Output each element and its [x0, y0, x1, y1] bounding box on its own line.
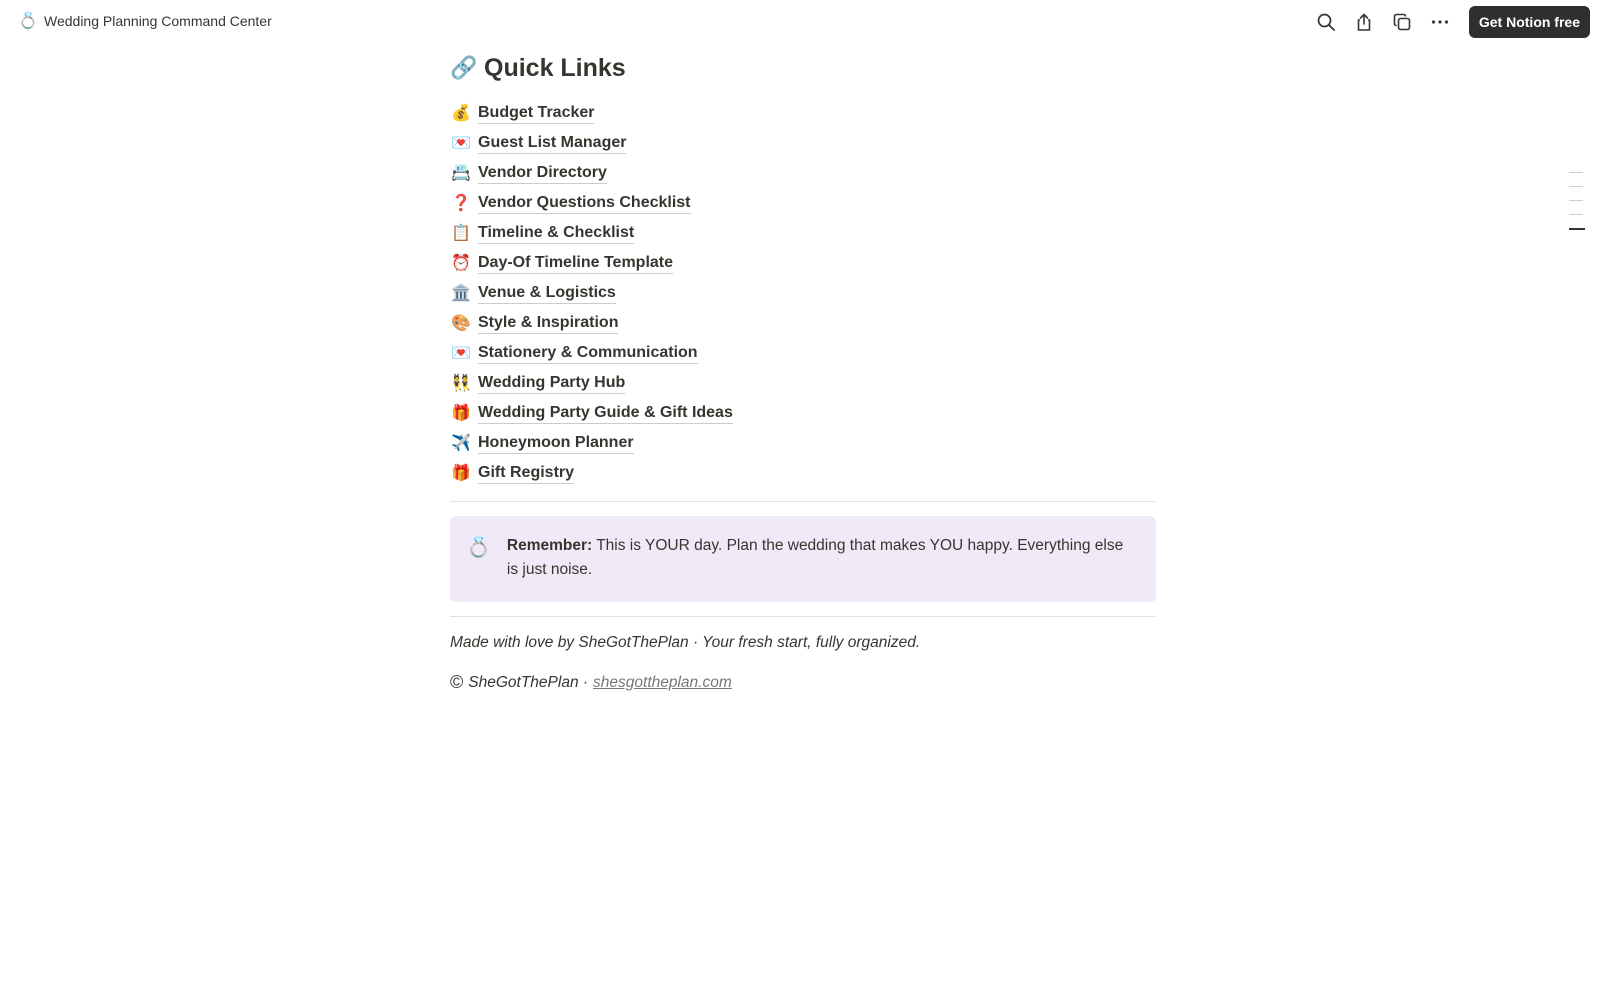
breadcrumb[interactable] — [18, 11, 272, 31]
search-button[interactable] — [1309, 6, 1343, 38]
get-notion-free-button[interactable]: Get Notion free — [1469, 6, 1590, 38]
quick-link-gift-registry[interactable] — [450, 458, 1156, 488]
link-label[interactable]: Style & Inspiration — [478, 313, 618, 334]
gift-icon: 🎁 — [451, 465, 471, 482]
footer-copyright — [450, 672, 1156, 693]
link-label[interactable]: Gift Registry — [478, 463, 574, 484]
footer-tagline: Made with love by SheGotThePlan · Your fresh start, fully organized. — [450, 634, 921, 651]
link-label[interactable]: Wedding Party Hub — [478, 373, 625, 394]
love-letter-icon: 💌 — [451, 135, 471, 152]
link-label[interactable]: Stationery & Communication — [478, 343, 698, 364]
section-heading — [450, 48, 1156, 88]
footer-brand: SheGotThePlan · — [468, 673, 589, 691]
quick-link-vendor-questions-checklist[interactable] — [450, 188, 1156, 218]
page-content — [450, 44, 1156, 693]
section-title: Quick Links — [484, 53, 626, 82]
quick-link-timeline-checklist[interactable] — [450, 218, 1156, 248]
duplicate-button[interactable] — [1385, 6, 1419, 38]
quick-link-honeymoon-planner[interactable] — [450, 428, 1156, 458]
clipboard-icon: 📋 — [451, 225, 471, 242]
table-of-contents-minimap[interactable] — [1569, 172, 1585, 243]
link-label[interactable]: Vendor Questions Checklist — [478, 193, 691, 214]
divider — [450, 501, 1156, 502]
quick-links-list — [450, 98, 1156, 488]
classical-building-icon: 🏛️ — [451, 285, 471, 302]
money-bag-icon: 💰 — [451, 105, 471, 122]
people-icon: 👯 — [451, 375, 471, 392]
toc-line[interactable] — [1569, 186, 1583, 187]
quick-link-vendor-directory[interactable] — [450, 158, 1156, 188]
airplane-icon: ✈️ — [451, 435, 471, 452]
remember-callout — [450, 516, 1156, 602]
link-label[interactable]: Vendor Directory — [478, 163, 607, 184]
share-button[interactable] — [1347, 6, 1381, 38]
more-button[interactable] — [1423, 6, 1457, 38]
callout-bold: Remember: — [506, 537, 593, 554]
toc-line[interactable] — [1569, 172, 1583, 173]
link-icon: 🔗 — [450, 55, 478, 80]
top-bar — [0, 0, 1600, 44]
link-label[interactable]: Timeline & Checklist — [478, 223, 634, 244]
quick-link-stationery-communication[interactable] — [450, 338, 1156, 368]
quick-link-venue-logistics[interactable] — [450, 278, 1156, 308]
link-label[interactable]: Wedding Party Guide & Gift Ideas — [478, 403, 733, 424]
quick-link-budget-tracker[interactable] — [450, 98, 1156, 128]
love-letter-icon: 💌 — [451, 345, 471, 362]
share-icon — [1354, 12, 1374, 32]
toc-line[interactable] — [1569, 200, 1583, 201]
quick-link-wedding-party-guide[interactable] — [450, 398, 1156, 428]
link-label[interactable]: Honeymoon Planner — [478, 433, 634, 454]
copyright-symbol: © — [450, 672, 464, 692]
ring-icon: 💍 — [466, 537, 491, 559]
quick-link-wedding-party-hub[interactable] — [450, 368, 1156, 398]
quick-link-guest-list-manager[interactable] — [450, 128, 1156, 158]
search-icon — [1316, 12, 1336, 32]
page-title[interactable]: Wedding Planning Command Center — [44, 13, 272, 29]
quick-link-style-inspiration[interactable] — [450, 308, 1156, 338]
link-label[interactable]: Day-Of Timeline Template — [478, 253, 673, 274]
gift-icon: 🎁 — [451, 405, 471, 422]
more-icon — [1430, 12, 1450, 32]
question-mark-icon: ❓ — [451, 195, 471, 212]
callout-text — [507, 534, 1128, 582]
alarm-clock-icon: ⏰ — [451, 255, 471, 272]
ring-icon: 💍 — [18, 13, 38, 30]
toc-line[interactable] — [1569, 214, 1583, 215]
divider — [450, 616, 1156, 617]
link-label[interactable]: Guest List Manager — [478, 133, 626, 154]
toc-line-active[interactable] — [1569, 228, 1585, 230]
quick-link-day-of-timeline[interactable] — [450, 248, 1156, 278]
duplicate-icon — [1392, 12, 1412, 32]
palette-icon: 🎨 — [451, 315, 471, 332]
card-index-icon: 📇 — [451, 165, 471, 182]
link-label[interactable]: Budget Tracker — [478, 103, 594, 124]
callout-body: This is YOUR day. Plan the wedding that makes YOU happy. Everything else is just noise. — [506, 537, 1124, 578]
website-link[interactable]: shesgottheplan.com — [593, 673, 732, 691]
top-actions — [1305, 6, 1590, 38]
link-label[interactable]: Venue & Logistics — [478, 283, 616, 304]
